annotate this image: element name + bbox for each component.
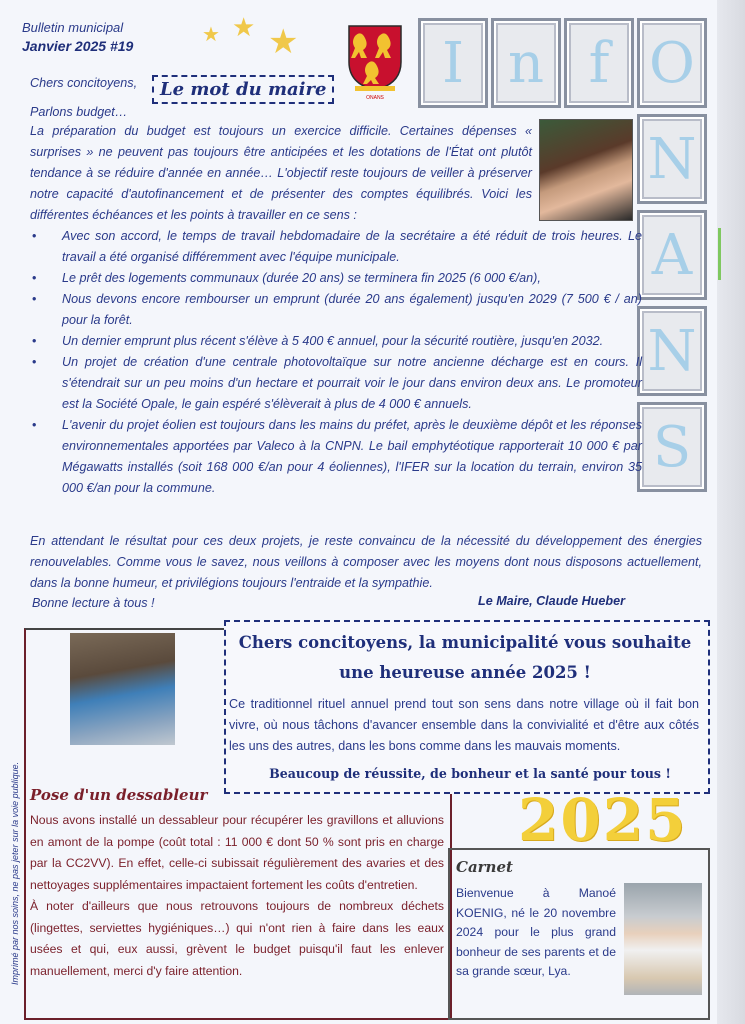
title-tile: A [637, 210, 707, 300]
crest-icon [345, 22, 405, 92]
page-edge [717, 0, 745, 1024]
title-tile: n [491, 18, 561, 108]
carnet-title: Carnet [456, 858, 513, 876]
bulletin-label: Bulletin municipal [22, 20, 124, 35]
title-tile: N [637, 306, 707, 396]
star-icon: ★ [232, 12, 256, 42]
mayor-bullet-list [32, 226, 642, 499]
print-notice: Imprimé par nos soins, ne pas jeter sur la voie publique. [10, 761, 20, 985]
dessableur-title: Pose d'un dessableur [30, 786, 208, 804]
mayor-intro: Parlons budget… [30, 105, 128, 119]
list-item: • Un dernier emprunt plus récent s'élève à 5 400 € annuel, pour la sécurité routière, jusqu'en 2032. [32, 331, 642, 352]
dessableur-paragraph: À noter d'ailleurs que nous retrouvons toujours de nombreux déchets (lingettes, serviettes hygiéniques…) qui n'ont rien à faire dans les eaux usées et qui, eux aussi, grèvent le budget puisqu'il faut les enlever manuellement, merci d'y faire attention. [30, 899, 444, 978]
mayor-closing: En attendant le résultat pour ces deux projets, je reste convaincu de la nécessité du développement des énergies renouvelables. Comme vous le savez, nous veillons à composer avec les moyens dont nous disposons actuellement, dans la bonne humeur, et privilégions toujours l'entraide et la sympathie. [30, 534, 702, 590]
title-tile: I [418, 18, 488, 108]
greetings-wish: Beaucoup de réussite, de bonheur et la santé pour tous ! [269, 766, 671, 781]
greetings-text: Ce traditionnel rituel annuel prend tout son sens dans notre village où il fait bon vivre, où nous tâchons d'avancer ensemble dans la convivialité et d'être aux côtés les uns des autres, dans les bons comme dans les mauvais moments. [229, 697, 699, 753]
mayor-heading: Le mot du maire [152, 75, 334, 104]
mayor-paragraph: La préparation du budget est toujours un exercice difficile. Certaines dépenses « surprises » ne peuvent pas toujours être anticipées et les dotations de l'État ont plutôt tendance à se réduire d'année en année… L'objectif reste toujours de veiller à préserver notre capacité d'autofinancement et de présenter des comptes équilibrés. Voici les différentes échéances et les points à travailler en ce sens : [30, 124, 532, 222]
title-tile: S [637, 402, 707, 492]
carnet-text: Bienvenue à Manoé KOENIG, né le 20 novembre 2024 pour le plus grand bonheur de ses parents et de sa grande sœur, Lya. [456, 886, 616, 978]
mayor-greeting: Chers concitoyens, [30, 76, 138, 90]
list-item: • Nous devons encore rembourser un emprunt (durée 20 ans également) jusqu'en 2029 (7 500 € / an) pour la forêt. [32, 289, 642, 331]
star-icon: ★ [268, 23, 299, 61]
dessableur-paragraph: Nous avons installé un dessableur pour récupérer les gravillons et alluvions en amont de la pompe (coût total : 11 000 € dont 50 % sont pris en charge par la CC2VV). En effet, celle-ci subissait régulièrement des avaries et des nettoyages supplémentaires impactaient fortement les coûts d'entretien. [30, 813, 444, 892]
bonne-lecture: Bonne lecture à tous ! [32, 596, 155, 610]
star-icon: ★ [202, 24, 220, 46]
list-item: • L'avenir du projet éolien est toujours dans les mains du préfet, après le deuxième dépôt et les réponses environnementales apportées par Valeco à la CNPN. Le bail emphytéotique rapporterait 10 000 € par Mégawatts installés (soit 168 000 €/an pour 4 éoliennes), l'IFER sur la location du terrain, environ 35 000 €/an pour la commune. [32, 415, 642, 499]
list-item: • Avec son accord, le temps de travail hebdomadaire de la secrétaire a été réduit de trois heures. Le travail a été organisé différemment avec l'équipe municipale. [32, 226, 642, 268]
crest-label: ONANS [366, 95, 384, 101]
issue-label: Janvier 2025 #19 [22, 38, 134, 54]
title-tile: N [637, 114, 707, 204]
list-item: • Un projet de création d'une centrale photovoltaïque sur notre ancienne décharge est en cours. Il s'étendrait sur un peu moins d'un hectare et pourrait voir le jour dans environ deux ans. Le promoteur est la Société Opale, le gain espéré s'élèverait à plus de 4 000 € annuels. [32, 352, 642, 415]
edge-tab [718, 228, 721, 280]
year-banner: 2025 [518, 786, 688, 854]
greetings-title: Chers concitoyens, la municipalité vous souhaite une heureuse année 2025 ! [238, 633, 692, 682]
dessableur-text [30, 810, 444, 982]
title-tile: f [564, 18, 634, 108]
baby-photo [624, 883, 702, 995]
mayor-photo [539, 119, 633, 221]
dessableur-photo [70, 633, 175, 745]
list-item: • Le prêt des logements communaux (durée 20 ans) se terminera fin 2025 (6 000 €/an), [32, 268, 642, 289]
mayor-signature: Le Maire, Claude Hueber [478, 594, 625, 608]
title-tile: O [637, 18, 707, 108]
